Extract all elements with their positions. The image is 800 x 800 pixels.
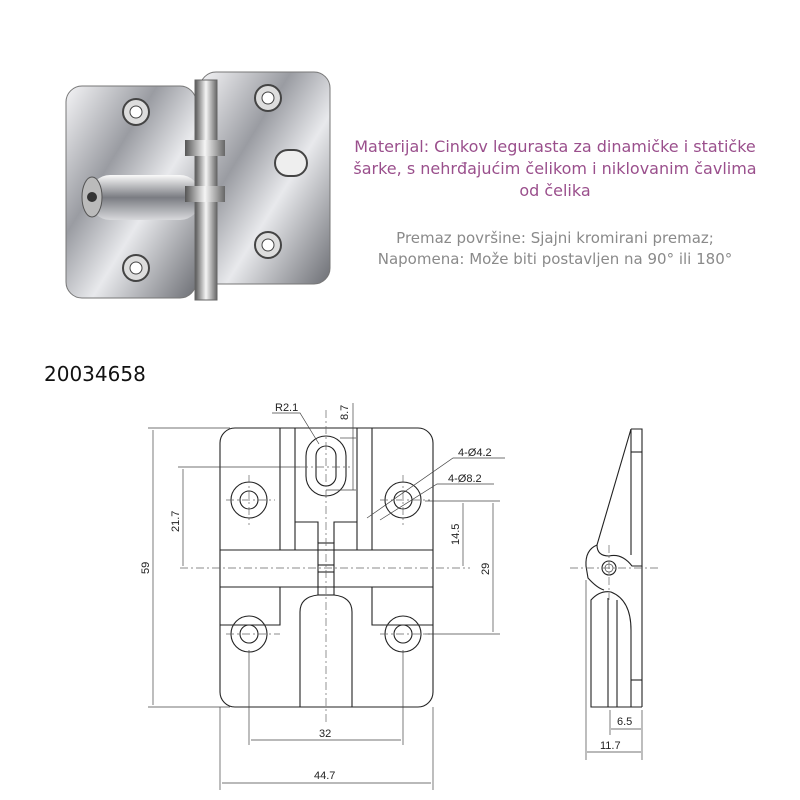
dimensions [140, 402, 505, 790]
side-view [570, 429, 660, 760]
front-view [180, 410, 470, 725]
dim-slot-offset: 8.7 [339, 404, 351, 420]
dim-side-total: 11.7 [600, 740, 621, 752]
mounting-note: Napomena: Može biti postavljen na 90° ili 180° [377, 250, 733, 268]
dim-top-hole-offset: 21.7 [170, 510, 182, 532]
dim-width: 44.7 [314, 770, 336, 782]
material-description: Materijal: Cinkov legurasta za dinamičke i statičke šarke, s nehrđajućim čelikom i niklovanim čavlima od čelika [353, 137, 757, 200]
coating-text: Premaz površine: Sjajni kromirani premaz; [396, 229, 714, 247]
product-code: 20034658 [44, 362, 146, 386]
dim-hole-small: 4-Ø4.2 [458, 447, 492, 459]
dim-hole-to-axis: 14.5 [450, 523, 462, 545]
dim-hole-large: 4-Ø8.2 [448, 473, 482, 485]
dim-hole-pitch-horizontal: 32 [319, 728, 332, 740]
dim-hole-pitch-vertical: 29 [480, 562, 492, 575]
dim-radius: R2.1 [275, 402, 299, 414]
dim-height: 59 [140, 561, 152, 574]
dim-side-inner: 6.5 [617, 716, 633, 728]
